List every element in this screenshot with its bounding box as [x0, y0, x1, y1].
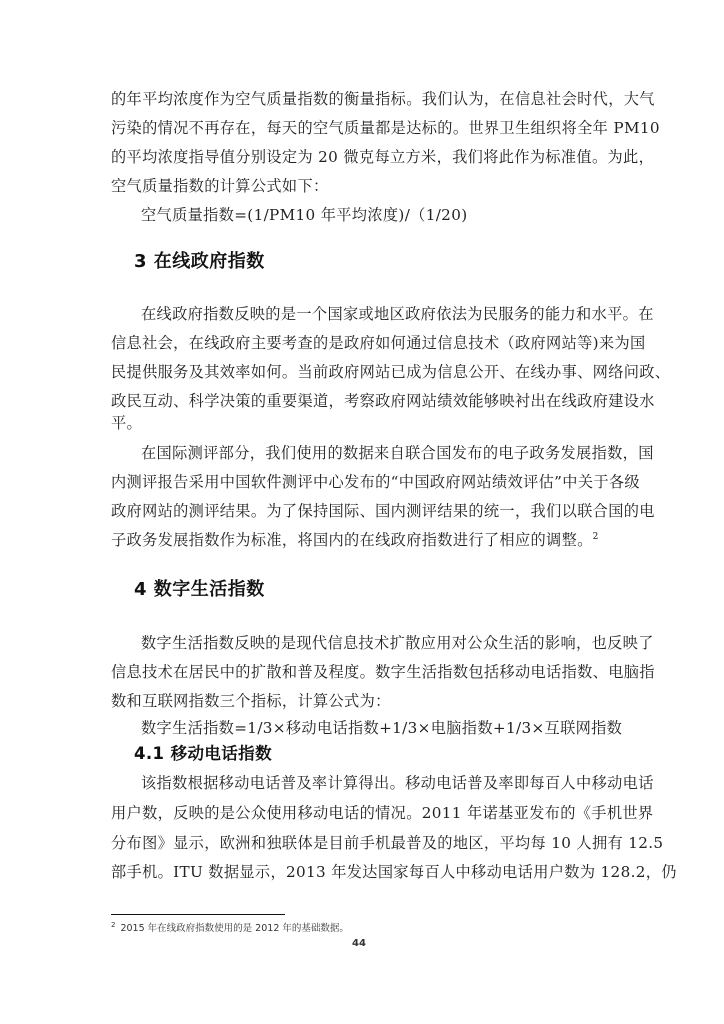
paragraph-line: 政府网站的测评结果。为了保持国际、国内测评结果的统一，我们以联合国的电 — [111, 502, 655, 520]
footnote-separator — [111, 914, 285, 915]
paragraph-line: 部手机。ITU 数据显示，2013 年发达国家每百人中移动电话用户数为 128.2，仍 — [111, 863, 677, 881]
footnote — [111, 922, 349, 936]
paragraph-line: 信息技术在居民中的扩散和普及程度。数字生活指数包括移动电话指数、电脑指 — [111, 663, 655, 681]
paragraph-line: 信息社会，在线政府主要考查的是政府如何通过信息技术（政府网站等)来为国 — [111, 334, 646, 352]
footnote-mark: 2 — [111, 920, 116, 929]
paragraph-line: 分布图》显示，欧洲和独联体是目前手机最普及的地区，平均每 10 人拥有 12.5 — [111, 834, 664, 852]
paragraph-line: 平。 — [111, 414, 143, 432]
paragraph-line: 空气质量指数的计算公式如下： — [111, 177, 329, 195]
formula-air-quality: 空气质量指数=(1/PM10 年平均浓度)/（1/20) — [141, 206, 468, 224]
paragraph-line: 政民互动、科学决策的重要渠道，考察政府网站绩效能够映衬出在线政府建设水 — [111, 392, 655, 410]
footnote-reference[interactable]: 2 — [592, 531, 599, 542]
paragraph-line: 数字生活指数反映的是现代信息技术扩散应用对公众生活的影响，也反映了 — [141, 634, 654, 652]
paragraph-line: 数和互联网指数三个指标，计算公式为： — [111, 692, 391, 710]
section-heading-3: 3 在线政府指数 — [134, 251, 265, 272]
paragraph-text: 子政务发展指数作为标准，将国内的在线政府指数进行了相应的调整。 — [111, 531, 593, 549]
paragraph-line: 用户数，反映的是公众使用移动电话的情况。2011 年诺基亚发布的《手机世界 — [111, 804, 654, 822]
paragraph-line: 在国际测评部分，我们使用的数据来自联合国发布的电子政务发展指数，国 — [141, 444, 654, 462]
paragraph-line-with-footnote — [111, 530, 617, 550]
paragraph-line: 民提供服务及其效率如何。当前政府网站已成为信息公开、在线办事、网络问政、 — [111, 363, 671, 381]
paragraph-line: 的年平均浓度作为空气质量指数的衡量指标。我们认为，在信息社会时代，大气 — [111, 90, 655, 108]
paragraph-line: 的平均浓度指导值分别设定为 20 微克每立方米，我们将此作为标准值。为此， — [111, 148, 655, 166]
paragraph-line: 在线政府指数反映的是一个国家或地区政府依法为民服务的能力和水平。在 — [141, 305, 654, 323]
section-heading-4-1: 4.1 移动电话指数 — [134, 744, 272, 763]
paragraph-line: 污染的情况不再存在，每天的空气质量都是达标的。世界卫生组织将全年 PM10 — [111, 119, 660, 137]
formula-digital-life: 数字生活指数=1/3×移动电话指数+1/3×电脑指数+1/3×互联网指数 — [141, 719, 623, 737]
footnote-text: 2015 年在线政府指数使用的是 2012 年的基础数据。 — [120, 923, 349, 934]
paragraph-line: 内测评报告采用中国软件测评中心发布的“中国政府网站绩效评估”中关于各级 — [111, 473, 640, 491]
page-number: 44 — [352, 938, 366, 949]
section-heading-4: 4 数字生活指数 — [134, 579, 265, 600]
paragraph-line: 该指数根据移动电话普及率计算得出。移动电话普及率即每百人中移动电话 — [141, 774, 654, 792]
